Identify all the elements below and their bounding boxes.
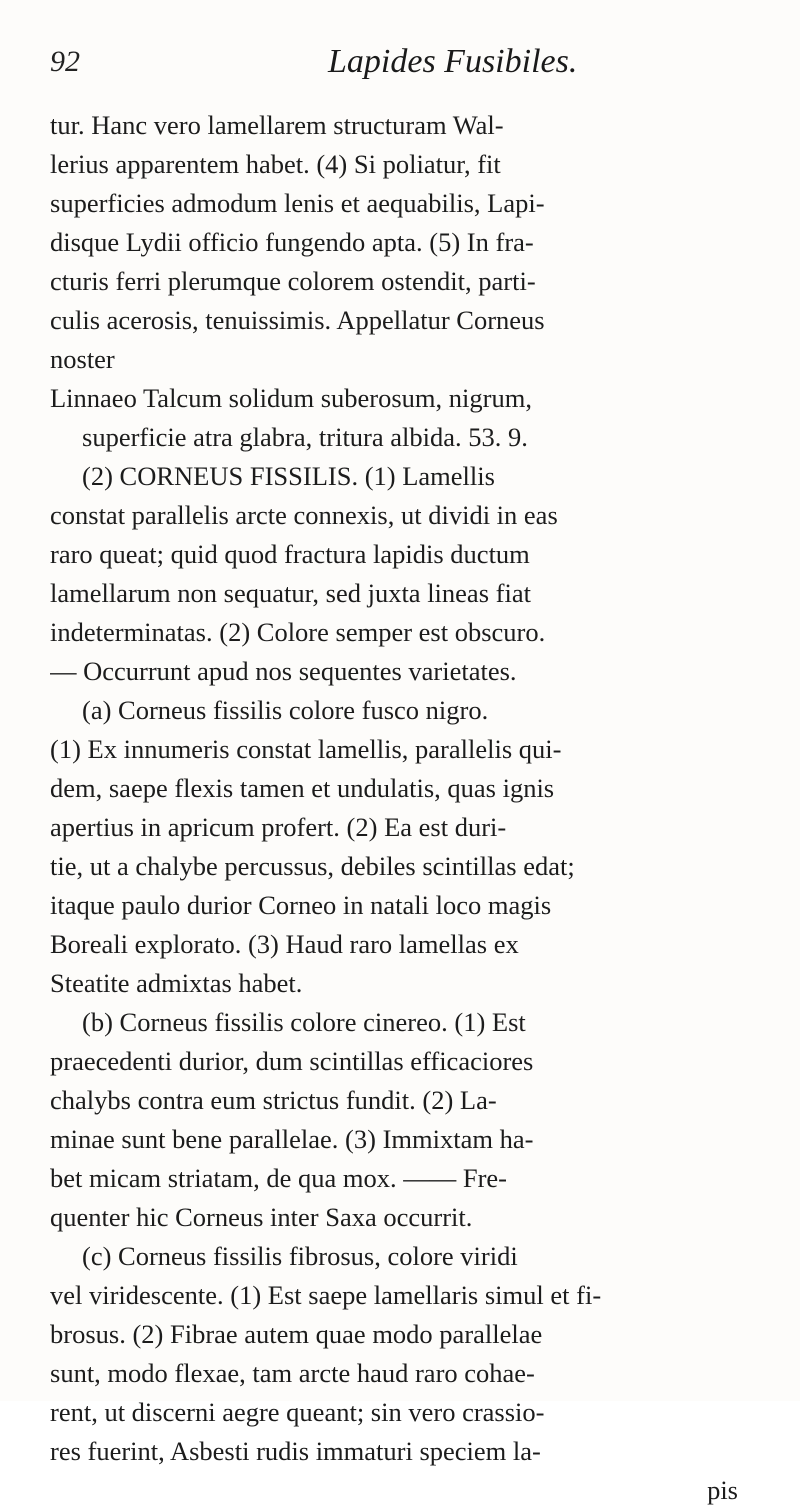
text-line: tie, ut a chalybe percussus, debiles scintillas edat;	[50, 851, 575, 881]
text-line: constat parallelis arcte connexis, ut dividi in eas	[50, 500, 558, 530]
text-line: dem, saepe flexis tamen et undulatis, quas ignis	[50, 773, 555, 803]
text-line: praecedenti durior, dum scintillas efficaciores	[50, 1046, 534, 1076]
text-line: minae sunt bene parallelae. (3) Immixtam ha-	[50, 1124, 534, 1154]
variety-heading-a: (a) Corneus fissilis colore fusco nigro.	[82, 695, 489, 725]
text-line: Boreali explorato. (3) Haud raro lamellas ex	[50, 929, 519, 959]
text-line: superficies admodum lenis et aequabilis, Lapi-	[50, 188, 545, 218]
text-line: culis acerosis, tenuissimis. Appellatur Corneus	[50, 305, 545, 335]
text-line: res fuerint, Asbesti rudis immaturi speciem la-	[50, 1436, 541, 1466]
text-line: indeterminatas. (2) Colore semper est obscuro.	[50, 617, 546, 647]
text-line: Linnaeo Talcum solidum suberosum, nigrum,	[50, 383, 532, 413]
text-line: brosus. (2) Fibrae autem quae modo parallelae	[50, 1319, 543, 1349]
catchword: pis	[707, 1475, 738, 1505]
section-heading: (2) CORNEUS FISSILIS. (1) Lamellis	[82, 461, 495, 491]
text-line: tur. Hanc vero lamellarem structuram Wal-	[50, 110, 504, 140]
text-line: quenter hic Corneus inter Saxa occurrit.	[50, 1202, 473, 1232]
variety-heading-b: (b) Corneus fissilis colore cinereo. (1) Est	[82, 1007, 526, 1037]
text-line: noster	[50, 344, 115, 374]
text-line: (1) Ex innumeris constat lamellis, parallelis qui-	[50, 734, 562, 764]
running-title: Lapides Fusibiles.	[328, 43, 578, 80]
text-line: raro queat; quid quod fractura lapidis ductum	[50, 539, 530, 569]
text-line: lamellarum non sequatur, sed juxta lineas fiat	[50, 578, 531, 608]
body-text	[50, 106, 750, 1510]
page-header	[50, 42, 750, 92]
text-line: apertius in apricum profert. (2) Ea est duri-	[50, 812, 507, 842]
variety-heading-c: (c) Corneus fissilis fibrosus, colore viridi	[82, 1241, 518, 1271]
text-line: rent, ut discerni aegre queant; sin vero crassio-	[50, 1397, 545, 1427]
text-line: lerius apparentem habet. (4) Si poliatur, fit	[50, 149, 501, 179]
text-line: itaque paulo durior Corneo in natali loco magis	[50, 890, 552, 920]
text-line: — Occurrunt apud nos sequentes varietates.	[50, 656, 517, 686]
text-line: superficie atra glabra, tritura albida. 53. 9.	[82, 422, 528, 452]
text-line: disque Lydii officio fungendo apta. (5) In fra-	[50, 227, 534, 257]
text-line: cturis ferri plerumque colorem ostendit, parti-	[50, 266, 536, 296]
text-line: sunt, modo flexae, tam arcte haud raro cohae-	[50, 1358, 535, 1388]
page-number: 92	[50, 45, 80, 78]
text-line: chalybs contra eum strictus fundit. (2) La-	[50, 1085, 497, 1115]
text-line: Steatite admixtas habet.	[50, 968, 303, 998]
text-line: vel viridescente. (1) Est saepe lamellaris simul et fi-	[50, 1280, 602, 1310]
text-line: bet micam striatam, de qua mox. —— Fre-	[50, 1163, 508, 1193]
